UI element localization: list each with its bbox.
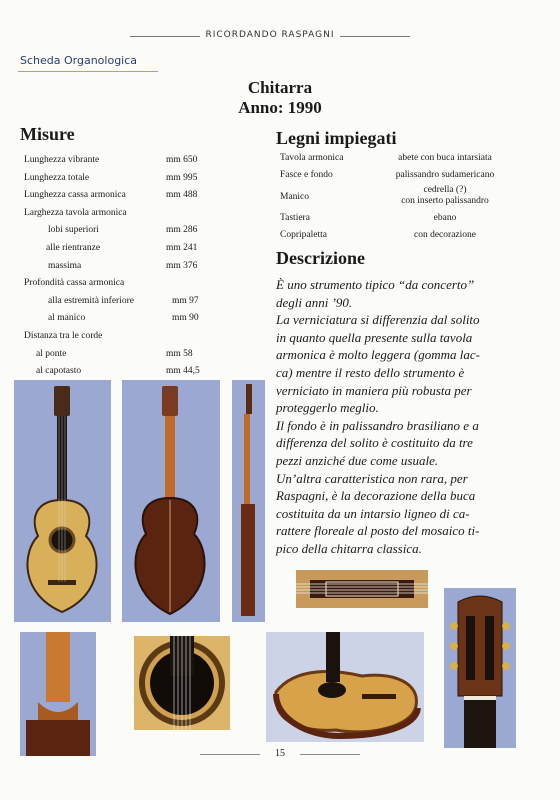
description-line: verniciato in maniera più robusta per [276,382,472,398]
section-label: Scheda Organologica [20,54,138,67]
wood-row [280,210,520,227]
measure-row [24,310,234,328]
measure-label: Larghezza tavola armonica [24,207,127,218]
bridge-photo [296,570,428,608]
title-line-1: Chitarra [247,78,313,97]
woods-list [280,150,520,244]
title-line-2: Anno: 1990 [238,98,322,117]
measure-row [24,222,234,240]
measure-label: al ponte [36,348,67,359]
wood-material-detail: con inserto palissandro [401,196,489,206]
measure-row [24,205,234,223]
measure-label: Distanza tra le corde [24,330,103,341]
description-line: La verniciatura si differenzia dal solito [276,312,480,328]
measure-row [24,363,234,381]
measure-value: mm 650 [166,155,198,165]
measure-row [24,187,234,205]
measure-value: mm 241 [166,242,198,253]
measure-row [24,152,234,170]
wood-part: Manico [280,191,310,202]
wood-material: palissandro sudamericano [395,170,495,180]
measure-row [24,258,234,276]
description-line: Un’altra caratteristica non rara, per [276,470,468,486]
description-line: Il fondo è in palissandro brasiliano e a [276,417,479,433]
soundhole-rosette-photo [134,636,230,730]
section-rule [18,71,158,72]
guitar-front-photo [14,380,111,622]
wood-material: abete con buca intarsiata [398,153,492,163]
measure-value: mm 286 [166,225,198,236]
wood-row [280,227,520,244]
measure-label: alle rientranze [46,242,101,253]
description-line: costituita da un intarsio ligneo di ca- [276,505,470,521]
measure-value: mm 376 [166,260,198,271]
measure-row [24,293,234,311]
measure-label: al capotasto [36,366,82,377]
measure-row [24,240,234,258]
measure-label: Lunghezza cassa armonica [24,190,126,201]
measure-label: Profondità cassa armonica [24,278,125,289]
measure-value: mm 97 [172,295,199,306]
description-line: rattere floreale al posto del mosaico ti- [276,523,480,539]
measure-label: massima [48,260,82,271]
wood-material: cedrella (?) con inserto palissandro [370,185,520,207]
descrizione-heading: Descrizione [276,248,365,268]
headstock-photo [444,588,516,748]
description-line: pezzi anziché due come usuale. [276,452,439,468]
measure-label: Lunghezza vibrante [24,155,100,165]
guitar-side-photo [232,380,265,622]
legni-heading: Legni impiegati [276,128,397,148]
description-line: È uno strumento tipico “da concerto” [276,277,475,292]
measure-row [24,328,234,346]
guitar-back-photo [122,380,220,622]
wood-part: Fasce e fondo [280,170,333,180]
description-text [276,276,538,558]
description-line: pico della chitarra classica. [276,540,422,556]
description-line: proteggerlo meglio. [276,400,379,416]
measure-label: al manico [48,313,86,324]
description-line: Raspagni, è la decorazione della buca [276,488,476,504]
page-number: 15 [200,748,360,759]
description-line: degli anni ’90. [276,294,353,310]
guitar-body-angle-photo [266,632,424,742]
measures-list [24,152,234,381]
description-line: differenza del solito è costituito da tre [276,435,473,451]
wood-material: ebano [433,213,457,223]
measure-row [24,170,234,188]
measure-value: mm 995 [166,172,198,183]
wood-row [280,184,520,210]
measure-value: mm 44,5 [166,366,200,377]
heel-photo [20,632,96,756]
wood-row [280,167,520,184]
page-title [180,78,380,118]
measure-label: lobi superiori [48,225,99,236]
measure-row [24,346,234,364]
measure-label: Lunghezza totale [24,172,90,183]
measure-label: alla estremità inferiore [48,295,134,306]
misure-heading: Misure [20,124,75,144]
wood-part: Copripaletta [280,230,327,240]
wood-part: Tavola armonica [280,153,344,163]
wood-material: con decorazione [414,230,476,240]
description-line: in quanto quella presente sulla tavola [276,329,473,345]
running-title: RICORDANDO RASPAGNI [130,30,410,40]
measure-value: mm 488 [166,190,198,201]
wood-row [280,150,520,167]
measure-row [24,275,234,293]
measure-value: mm 90 [172,313,199,324]
wood-part: Tastiera [280,213,310,223]
description-line: armonica è molto leggera (gomma lac- [276,347,480,363]
description-line: ca) mentre il resto dello strumento è [276,364,465,380]
measure-value: mm 58 [166,348,193,359]
